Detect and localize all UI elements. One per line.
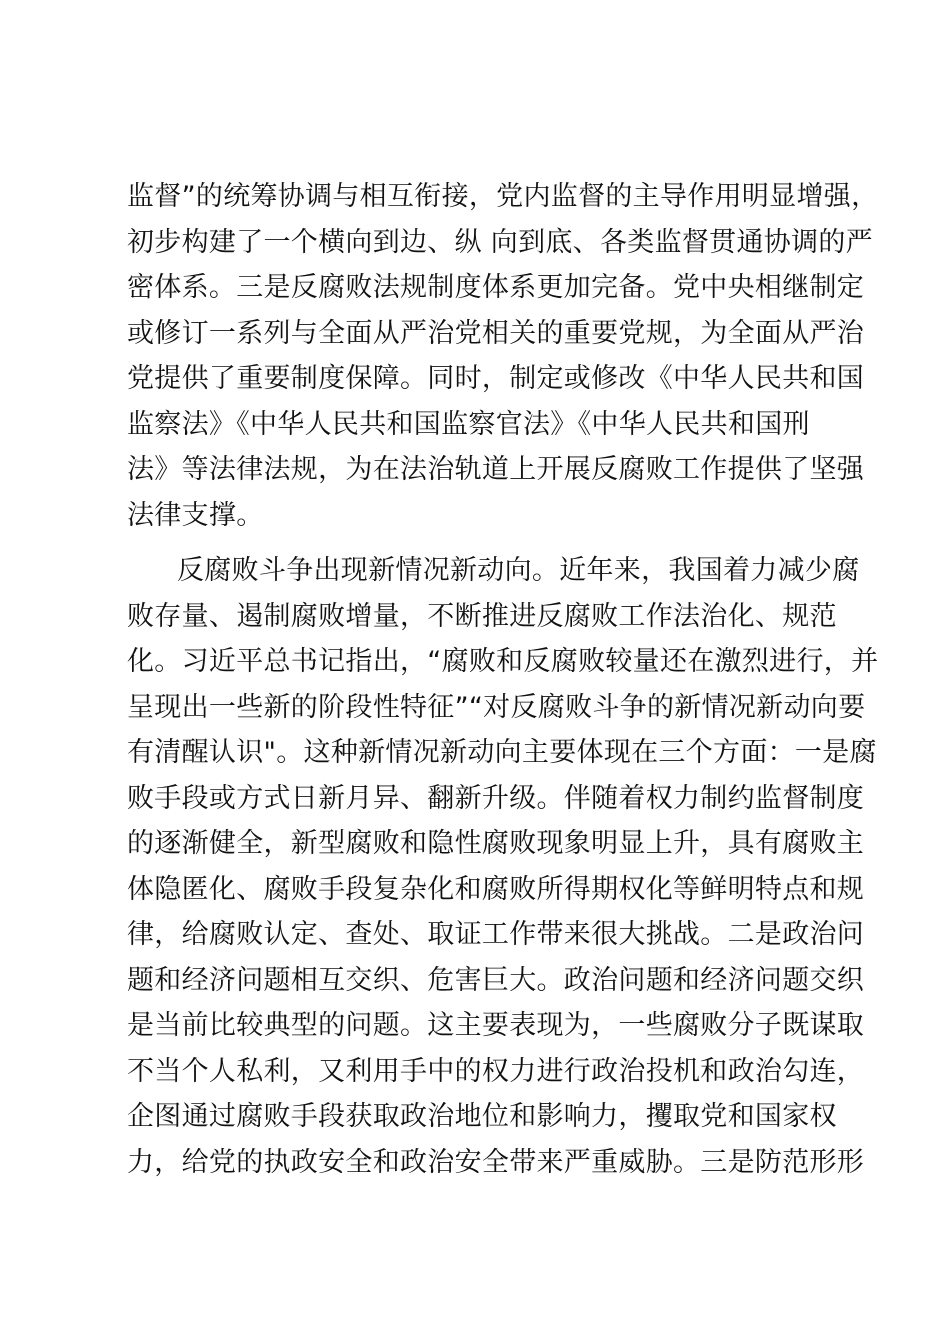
text-line: 力，给党的执政安全和政治安全带来严重威胁。三是防范形形 [127,1146,865,1178]
text-line: 初步构建了一个横向到边、纵 向到底、各类监督贯通协调的严 [127,226,873,258]
document-body [127,174,879,1185]
paragraph-2 [127,548,879,1185]
text-line: 或修订一系列与全面从严治党相关的重要党规，为全面从严治 [127,317,865,349]
paragraph-spacer [127,538,827,548]
text-line: 的逐渐健全，新型腐败和隐性腐败现象明显上升，具有腐败主 [127,828,865,859]
paragraph-1 [127,174,879,538]
text-line: 党提供了重要制度保障。同时，制定或修改《中华人民共和国 [127,363,865,394]
text-line: 监督”的统筹协调与相互衔接，党内监督的主导作用明显增强， [127,181,879,212]
text-line: 是当前比较典型的问题。这主要表现为，一些腐败分子既谋取 [127,1010,865,1041]
text-line: 企图通过腐败手段获取政治地位和影响力，攫取党和国家权 [127,1101,837,1132]
text-line: 监察法》《中华人民共和国监察官法》《中华人民共和国刑 [127,408,810,440]
text-line: 律，给腐败认定、查处、取证工作带来很大挑战。二是政治问 [127,919,865,950]
text-line: 反腐败斗争出现新情况新动向。近年来，我国着力减少腐 [177,555,860,586]
text-line: 体隐匿化、腐败手段复杂化和腐败所得期权化等鲜明特点和规 [127,873,865,905]
text-line: 不当个人私利，又利用手中的权力进行政治投机和政治勾连， [127,1055,865,1087]
text-line: 败手段或方式日新月异、翻新升级。伴随着权力制约监督制度 [127,782,865,814]
text-line: 题和经济问题相互交织、危害巨大。政治问题和经济问题交织 [127,964,865,996]
text-line: 化。习近平总书记指出，“腐败和反腐败较量还在激烈进行，并 [127,646,879,677]
text-line: 法》等法律法规，为在法治轨道上开展反腐败工作提供了坚强 [127,454,865,485]
text-line: 有清醒认识"。这种新情况新动向主要体现在三个方面：一是腐 [127,737,877,768]
text-line: 法律支撑。 [127,499,264,531]
text-line: 呈现出一些新的阶段性特征”“对反腐败斗争的新情况新动向要 [127,691,866,723]
text-line: 密体系。三是反腐败法规制度体系更加完备。党中央相继制定 [127,272,865,303]
text-line: 败存量、遏制腐败增量，不断推进反腐败工作法治化、规范 [127,600,837,632]
